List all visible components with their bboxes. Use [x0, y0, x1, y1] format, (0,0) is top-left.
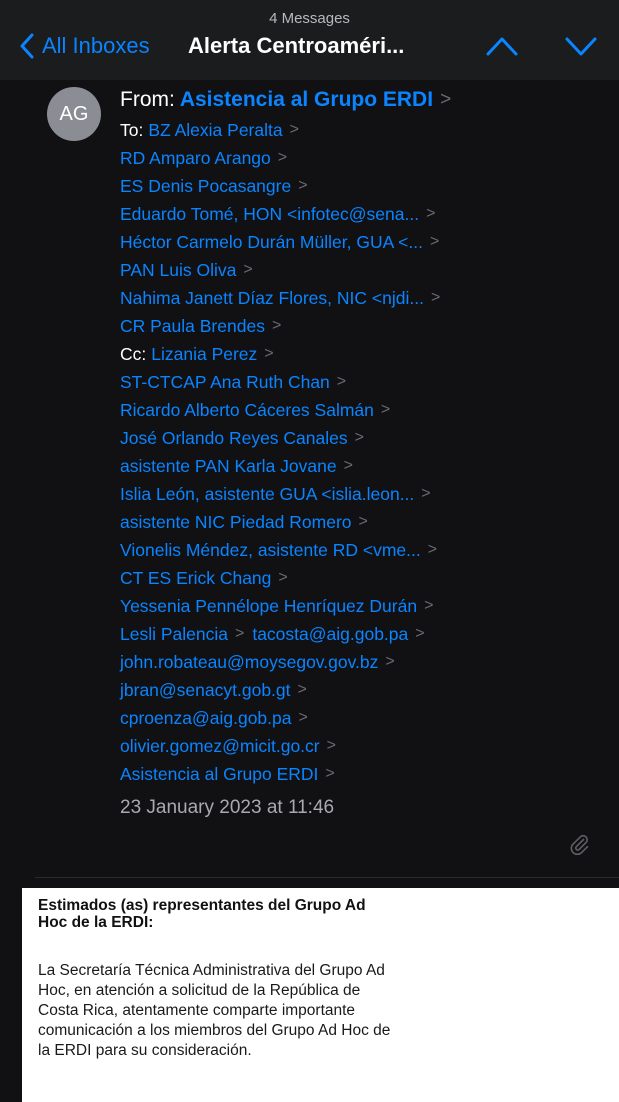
chevron-right-icon: >	[298, 177, 308, 194]
navigation-bar	[0, 0, 619, 80]
chevron-right-icon: >	[243, 261, 253, 278]
recipient-row	[120, 284, 590, 312]
chevron-right-icon: >	[358, 513, 368, 530]
cc-recipient[interactable]: asistente NIC Piedad Romero	[120, 511, 352, 532]
chevron-right-icon: >	[424, 597, 434, 614]
cc-recipient-row	[120, 648, 590, 676]
cc-recipient-row	[120, 676, 590, 704]
chevron-right-icon: >	[343, 457, 353, 474]
cc-recipient[interactable]: asistente PAN Karla Jovane	[120, 455, 337, 476]
cc-recipient[interactable]: Yessenia Pennélope Henríquez Durán	[120, 595, 418, 616]
message-header	[120, 84, 590, 824]
chevron-right-icon: >	[429, 233, 440, 250]
chevron-right-icon: >	[430, 289, 441, 306]
cc-recipient[interactable]: Lesli Palencia	[120, 623, 228, 644]
cc-recipient-row	[120, 508, 590, 536]
to-row	[120, 116, 590, 144]
chevron-right-icon: >	[427, 541, 438, 558]
chevron-down-icon[interactable]	[563, 30, 599, 62]
to-label: To:	[120, 119, 144, 140]
cc-row	[120, 340, 590, 368]
cc-recipient-row	[120, 536, 590, 564]
cc-recipient-row	[120, 368, 590, 396]
cc-recipient[interactable]: ST-CTCAP Ana Ruth Chan	[120, 371, 330, 392]
cc-recipient-row	[120, 592, 590, 620]
chevron-right-icon: >	[325, 765, 335, 782]
message-count: 4 Messages	[269, 10, 350, 27]
chevron-right-icon: >	[380, 401, 391, 418]
thread-title: Alerta Centroaméri...	[188, 33, 405, 58]
sender-name[interactable]: Asistencia al Grupo ERDI	[179, 88, 434, 111]
recipient[interactable]: BZ Alexia Peralta	[148, 119, 283, 140]
cc-recipient[interactable]: Asistencia al Grupo ERDI	[120, 763, 319, 784]
chevron-up-icon[interactable]	[484, 30, 520, 62]
recipient-row	[120, 144, 590, 172]
cc-recipient[interactable]: cproenza@aig.gob.pa	[120, 707, 292, 728]
chevron-right-icon: >	[426, 205, 436, 222]
header-divider	[35, 877, 619, 878]
cc-recipient-row	[120, 480, 590, 508]
cc-recipient[interactable]: José Orlando Reyes Canales	[120, 427, 348, 448]
chevron-right-icon: >	[271, 317, 282, 334]
body-paragraph: La Secretaría Técnica Administrativa del Grupo Ad Hoc, en atención a solicitud de la República de Costa Rica, atentamente comparte importante comunicación a los miembros del Grupo Ad Hoc de la ERDI para su consideración.	[38, 962, 391, 1059]
cc-recipient-row	[120, 424, 590, 452]
cc-recipient-row	[120, 760, 590, 788]
recipient[interactable]: Nahima Janett Díaz Flores, NIC <njdi...	[120, 287, 424, 308]
paperclip-icon	[568, 833, 590, 855]
recipient[interactable]: Héctor Carmelo Durán Müller, GUA <...	[120, 231, 423, 252]
chevron-right-icon: >	[440, 89, 452, 110]
back-chevron-icon	[20, 33, 34, 59]
from-row	[120, 84, 590, 116]
chevron-right-icon: >	[336, 373, 347, 390]
chevron-right-icon: >	[277, 149, 288, 166]
cc-recipient-row	[120, 452, 590, 480]
recipient[interactable]: RD Amparo Arango	[120, 147, 271, 168]
chevron-right-icon: >	[421, 485, 431, 502]
chevron-right-icon: >	[415, 625, 425, 642]
chevron-right-icon: >	[289, 121, 299, 138]
recipient-row	[120, 312, 590, 340]
recipient-row	[120, 200, 590, 228]
message-date: 23 January 2023 at 11:46	[120, 797, 335, 818]
cc-label: Cc:	[120, 343, 147, 364]
chevron-right-icon: >	[297, 681, 307, 698]
recipient[interactable]: CR Paula Brendes	[120, 315, 265, 336]
chevron-right-icon: >	[385, 653, 395, 670]
cc-recipient-row	[120, 564, 590, 592]
chevron-right-icon: >	[298, 709, 308, 726]
cc-recipient[interactable]: Islia León, asistente GUA <islia.leon...	[120, 483, 415, 504]
recipient-row	[120, 172, 590, 200]
cc-recipient[interactable]: jbran@senacyt.gob.gt	[120, 679, 291, 700]
recipient[interactable]: Eduardo Tomé, HON <infotec@sena...	[120, 203, 420, 224]
cc-recipient[interactable]: john.robateau@moysegov.gov.bz	[120, 651, 379, 672]
recipient[interactable]: ES Denis Pocasangre	[120, 175, 292, 196]
back-label: All Inboxes	[42, 33, 150, 58]
cc-recipient[interactable]: tacosta@aig.gob.pa	[252, 623, 409, 644]
from-label: From:	[120, 88, 175, 111]
chevron-right-icon: >	[326, 737, 336, 754]
cc-recipient[interactable]: Lizania Perez	[151, 343, 258, 364]
chevron-right-icon: >	[354, 429, 364, 446]
avatar[interactable]: AG	[47, 87, 101, 141]
cc-recipient-row	[120, 620, 590, 648]
recipient-row	[120, 228, 590, 256]
cc-recipient-row	[120, 704, 590, 732]
body-greeting: Estimados (as) representantes del Grupo Ad Hoc de la ERDI:	[38, 897, 366, 931]
cc-recipient-row	[120, 732, 590, 760]
recipient-row	[120, 256, 590, 284]
back-button[interactable]	[20, 28, 150, 64]
cc-recipient[interactable]: olivier.gomez@micit.go.cr	[120, 735, 320, 756]
chevron-right-icon: >	[264, 345, 274, 362]
chevron-right-icon: >	[234, 625, 245, 642]
cc-recipient[interactable]: Vionelis Méndez, asistente RD <vme...	[120, 539, 421, 560]
cc-recipient[interactable]: CT ES Erick Chang	[120, 567, 272, 588]
recipient[interactable]: PAN Luis Oliva	[120, 259, 237, 280]
cc-recipient-row	[120, 396, 590, 424]
chevron-right-icon: >	[278, 569, 288, 586]
cc-recipient[interactable]: Ricardo Alberto Cáceres Salmán	[120, 399, 374, 420]
